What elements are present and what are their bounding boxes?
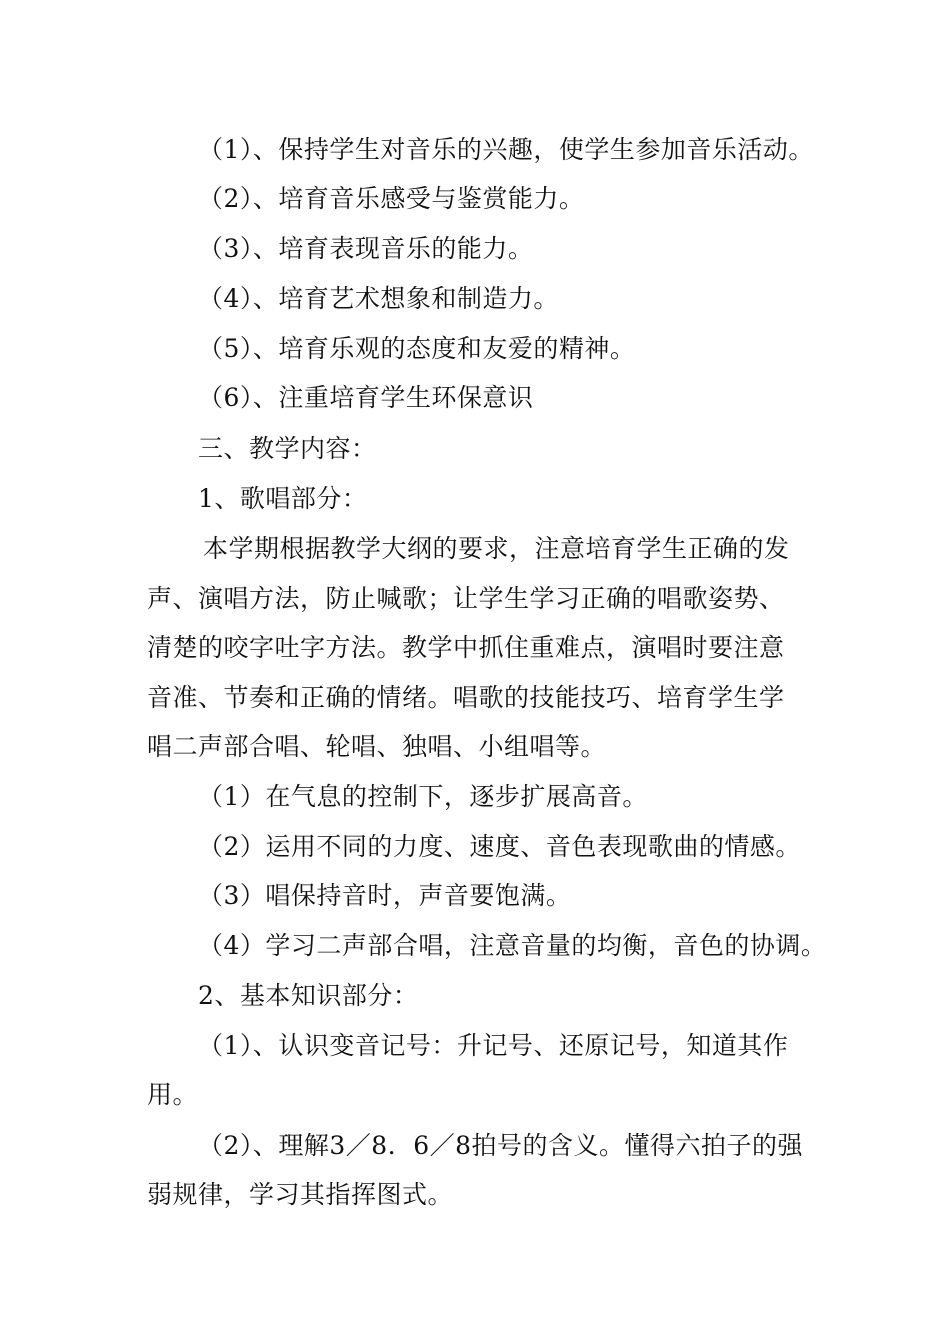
paragraph-line-2: 声、演唱方法，防止喊歌；让学生学习正确的唱歌姿势、 — [147, 584, 785, 613]
paragraph-line-3: 清楚的咬字吐字方法。教学中抓住重难点，演唱时要注意 — [147, 633, 785, 662]
objective-line-3: （3）、培育表现音乐的能力。 — [198, 234, 534, 263]
paragraph-line-1: 本学期根据教学大纲的要求，注意培育学生正确的发 — [203, 534, 790, 563]
paragraph-line-5: 唱二声部合唱、轮唱、独唱、小组唱等。 — [147, 732, 607, 761]
objective-line-1: （1）、保持学生对音乐的兴趣，使学生参加音乐活动。 — [198, 135, 814, 164]
singing-item-4: （4）学习二声部合唱，注意音量的均衡，音色的协调。 — [198, 931, 827, 960]
singing-item-3: （3）唱保持音时，声音要饱满。 — [198, 881, 572, 910]
objective-line-5: （5）、培育乐观的态度和友爱的精神。 — [198, 334, 636, 363]
singing-item-2: （2）运用不同的力度、速度、音色表现歌曲的情感。 — [198, 832, 801, 861]
objective-line-4: （4）、培育艺术想象和制造力。 — [198, 284, 559, 313]
objective-line-2: （2）、培育音乐感受与鉴赏能力。 — [198, 184, 585, 213]
objective-line-6: （6）、注重培育学生环保意识 — [198, 383, 534, 412]
section-heading-teaching-content: 三、教学内容： — [198, 434, 377, 463]
subheading-singing: 1、歌唱部分： — [198, 484, 368, 513]
subheading-basic-knowledge: 2、基本知识部分： — [198, 981, 419, 1010]
knowledge-item-2-line-2: 弱规律，学习其指挥图式。 — [147, 1180, 454, 1209]
knowledge-item-1-line-1: （1）、认识变音记号：升记号、还原记号，知道其作 — [198, 1031, 789, 1060]
singing-item-1: （1）在气息的控制下，逐步扩展高音。 — [198, 782, 648, 811]
paragraph-line-4: 音准、节奏和正确的情绪。唱歌的技能技巧、培育学生学 — [147, 683, 785, 712]
knowledge-item-2-line-1: （2）、理解3／8．6／8拍号的含义。懂得六拍子的强 — [198, 1131, 804, 1160]
knowledge-item-1-line-2: 用。 — [147, 1080, 199, 1109]
